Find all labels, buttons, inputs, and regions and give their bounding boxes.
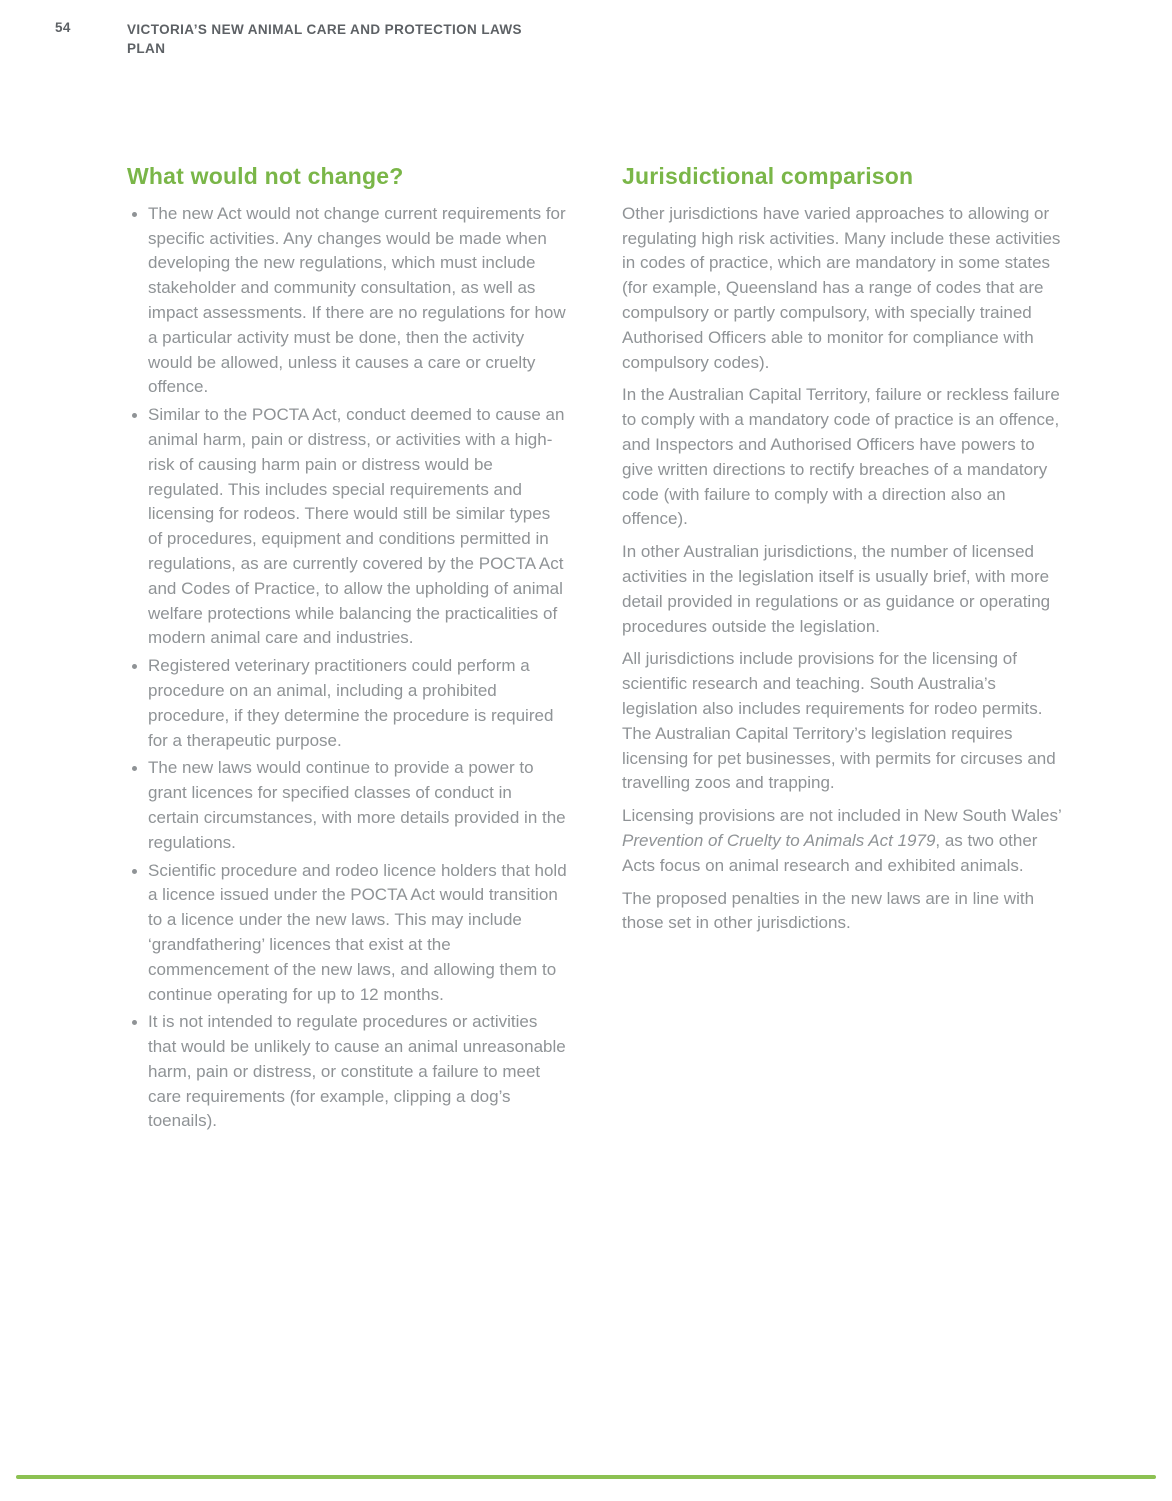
bullet-icon — [132, 664, 137, 669]
list-item — [127, 859, 567, 1008]
section-jurisdictional-comparison — [622, 164, 1069, 1137]
document-title-line1: VICTORIA’S NEW ANIMAL CARE AND PROTECTION LAWS — [127, 22, 522, 37]
footer-rule — [16, 1475, 1156, 1479]
document-title-line2: PLAN — [127, 41, 166, 56]
bullet-icon — [132, 1020, 137, 1025]
section-what-would-not-change — [127, 164, 567, 1137]
list-item — [127, 1010, 567, 1134]
list-item — [127, 403, 567, 651]
right-section-heading: Jurisdictional comparison — [622, 163, 914, 189]
content-columns — [127, 164, 1069, 1137]
bullet-list — [127, 202, 567, 1134]
bullet-icon — [132, 212, 137, 217]
paragraph-nsw — [622, 804, 1069, 878]
list-item-text: It is not intended to regulate procedures or activities that would be unlikely to cause an animal unreasonable harm, pain or distress, or constitute a failure to meet care requirements (for example, clipping a dog’s toenails). — [148, 1012, 566, 1131]
page-number: 54 — [55, 20, 71, 35]
bullet-icon — [132, 869, 137, 874]
paragraph-closing: The proposed penalties in the new laws are in line with those set in other jurisdictions. — [622, 888, 1035, 933]
bullet-icon — [132, 413, 137, 418]
paragraph: In other Australian jurisdictions, the number of licensed activities in the legislation itself is usually brief, with more detail provided in regulations or as guidance or operating procedures outside the legislation. — [622, 542, 1051, 636]
bullet-icon — [132, 766, 137, 771]
list-item — [127, 756, 567, 855]
paragraph: All jurisdictions include provisions for the licensing of scientific research and teaching. South Australia’s legislation also includes requirements for rodeo permits. The Australian Capital Territory’s legislation requires licensing for pet businesses, with permits for circuses and travelling zoos and trapping. — [622, 649, 1056, 793]
list-item — [127, 202, 567, 400]
list-item-text: Registered veterinary practitioners could perform a procedure on an animal, including a prohibited procedure, if they determine the procedure is required for a therapeutic purpose. — [148, 656, 554, 750]
document-title — [127, 20, 597, 58]
paragraph: In the Australian Capital Territory, failure or reckless failure to comply with a mandatory code of practice is an offence, and Inspectors and Authorised Officers have powers to give written directions to rectify breaches of a mandatory code (with failure to comply with a direction also an offence). — [622, 385, 1060, 529]
paragraph: Other jurisdictions have varied approaches to allowing or regulating high risk activities. Many include these activities in codes of practice, which are mandatory in some states (for example, Queensland has a range of codes that are compulsory or partly compulsory, with specially trained Authorised Officers able to monitor for compliance with compulsory codes). — [622, 203, 1061, 372]
list-item-text: Scientific procedure and rodeo licence holders that hold a licence issued under the POCTA Act would transition to a licence under the new laws. This may include ‘grandfathering’ licences that exist at the commencement of the new laws, and allowing them to continue operating for up to 12 months. — [148, 860, 567, 1004]
list-item-text: The new Act would not change current requirements for specific activities. Any changes would be made when developing the new regulations, which must include stakeholder and community consultation, as well as impact assessments. If there are no regulations for how a particular activity must be done, then the activity would be allowed, unless it causes a care or cruelty offence. — [148, 203, 566, 397]
list-item-text: Similar to the POCTA Act, conduct deemed to cause an animal harm, pain or distress, or activities with a high-risk of causing harm pain or distress would be regulated. This includes special requirements and licensing for rodeos. There would still be similar types of procedures, equipment and conditions permitted in regulations, as are currently covered by the POCTA Act and Codes of Practice, to allow the upholding of animal welfare protections while balancing the practicalities of modern animal care and industries. — [148, 405, 565, 648]
list-item-text: The new laws would continue to provide a power to grant licences for specified classes of conduct in certain circumstances, with more details provided in the regulations. — [148, 758, 566, 852]
act-title-italic: Prevention of Cruelty to Animals Act 1979 — [622, 830, 936, 850]
paragraph-text-before-italic: Licensing provisions are not included in New South Wales’ — [622, 806, 1062, 826]
paragraph-text-after-italic: , as two other Acts focus on animal research and exhibited animals. — [622, 830, 1038, 875]
left-section-heading: What would not change? — [127, 163, 404, 189]
list-item — [127, 654, 567, 753]
